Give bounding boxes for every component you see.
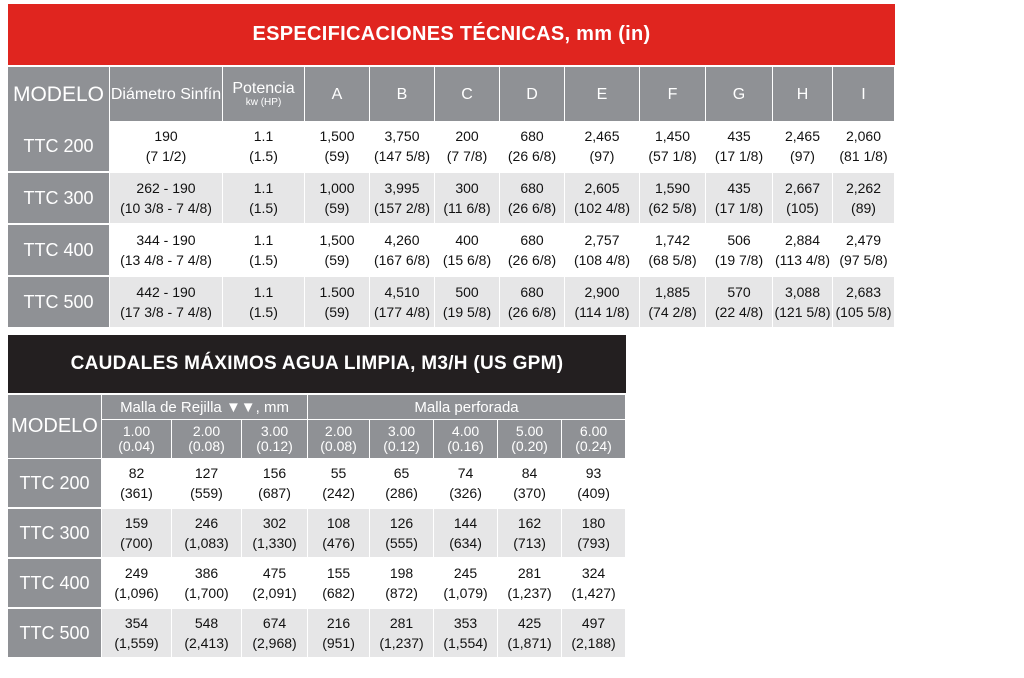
cell-metric-value: 262 - 190 xyxy=(136,180,196,196)
cell-gpm-value: (242) xyxy=(322,485,355,501)
cell-imperial-value: (17 1/8) xyxy=(714,148,764,164)
cell-gpm-value: (1,079) xyxy=(443,585,488,601)
cell-metric-value: 2,465 xyxy=(584,128,620,144)
cell-metric-value: 1.500 xyxy=(319,284,355,300)
cell-gpm-value: (682) xyxy=(322,585,355,601)
cell-m3h-value: 93 xyxy=(585,465,602,481)
cell-m3h-value: 497 xyxy=(581,615,606,631)
flow-row xyxy=(8,459,626,509)
cell-metric-value: 1.1 xyxy=(253,284,274,300)
cell-metric-value: 2,667 xyxy=(784,180,821,196)
cell-imperial-value: (26 6/8) xyxy=(507,200,557,216)
cell-imperial-value: (7 1/2) xyxy=(145,148,187,164)
row-model: TTC 400 xyxy=(8,559,102,609)
cell-col-b xyxy=(370,277,435,329)
cell-flow-rate xyxy=(562,509,626,559)
mesh-size-mm: 3.00 xyxy=(260,423,289,439)
cell-gpm-value: (1,871) xyxy=(507,635,552,651)
row-model: TTC 300 xyxy=(8,173,110,225)
cell-gpm-value: (361) xyxy=(120,485,153,501)
cell-metric-value: 1,500 xyxy=(319,232,355,248)
cell-imperial-value: (68 5/8) xyxy=(648,252,697,268)
cell-imperial-value: (11 6/8) xyxy=(443,200,491,216)
cell-gpm-value: (370) xyxy=(513,485,546,501)
header-mesh-size xyxy=(242,420,308,459)
cell-imperial-value: (13 4/8 - 7 4/8) xyxy=(120,252,212,268)
cell-flow-rate xyxy=(308,559,370,609)
mesh-size-in: (0.08) xyxy=(188,438,225,454)
cell-gpm-value: (793) xyxy=(577,535,610,551)
cell-flow-rate xyxy=(242,559,308,609)
header-diametro-sinfin: Diámetro Sinfín xyxy=(110,67,223,121)
cell-imperial-value: (105 5/8) xyxy=(835,304,892,320)
header-mesh-size xyxy=(434,420,498,459)
cell-gpm-value: (687) xyxy=(258,485,291,501)
cell-diametro xyxy=(110,121,223,173)
cell-imperial-value: (89) xyxy=(851,200,876,216)
cell-metric-value: 3,750 xyxy=(384,128,420,144)
cell-col-b xyxy=(370,173,435,225)
cell-metric-value: 190 xyxy=(154,128,178,144)
flow-row xyxy=(8,509,626,559)
cell-metric-value: 1,500 xyxy=(319,128,355,144)
header-col-h: H xyxy=(773,67,833,121)
cell-metric-value: 680 xyxy=(520,128,544,144)
cell-col-f xyxy=(640,121,706,173)
cell-metric-value: 1,742 xyxy=(654,232,691,248)
mesh-size-in: (0.12) xyxy=(256,438,293,454)
cell-metric-value: 680 xyxy=(520,180,544,196)
cell-imperial-value: (157 2/8) xyxy=(373,200,431,216)
cell-flow-rate xyxy=(498,559,562,609)
cell-imperial-value: (121 5/8) xyxy=(774,304,831,320)
cell-potencia xyxy=(223,173,305,225)
cell-metric-value: 1.1 xyxy=(253,128,274,144)
cell-imperial-value: (1.5) xyxy=(249,304,278,320)
header-mesh-size xyxy=(172,420,242,459)
cell-metric-value: 2,605 xyxy=(584,180,620,196)
row-model: TTC 400 xyxy=(8,225,110,277)
cell-m3h-value: 127 xyxy=(194,465,219,481)
cell-col-e xyxy=(565,173,640,225)
cell-m3h-value: 65 xyxy=(393,465,410,481)
cell-gpm-value: (1,427) xyxy=(571,585,616,601)
cell-gpm-value: (2,413) xyxy=(184,635,229,651)
cell-potencia xyxy=(223,121,305,173)
cell-metric-value: 570 xyxy=(727,284,751,300)
cell-m3h-value: 55 xyxy=(330,465,347,481)
cell-imperial-value: (114 1/8) xyxy=(574,304,630,320)
cell-potencia xyxy=(223,277,305,329)
cell-imperial-value: (59) xyxy=(324,304,350,320)
cell-col-a xyxy=(305,225,370,277)
cell-metric-value: 3,088 xyxy=(784,284,821,300)
cell-imperial-value: (1.5) xyxy=(249,148,278,164)
cell-gpm-value: (409) xyxy=(577,485,610,501)
cell-flow-rate xyxy=(434,559,498,609)
cell-metric-value: 2,884 xyxy=(784,232,821,248)
cell-flow-rate xyxy=(102,559,172,609)
cell-metric-value: 344 - 190 xyxy=(136,232,196,248)
cell-gpm-value: (286) xyxy=(385,485,418,501)
header-malla-rejilla: Malla de Rejilla ▼▼, mm xyxy=(102,395,308,420)
cell-imperial-value: (113 4/8) xyxy=(775,252,830,268)
cell-m3h-value: 216 xyxy=(326,615,351,631)
cell-col-d xyxy=(500,121,565,173)
cell-gpm-value: (326) xyxy=(449,485,482,501)
row-model: TTC 500 xyxy=(8,277,110,329)
cell-col-e xyxy=(565,121,640,173)
cell-gpm-value: (1,237) xyxy=(507,585,552,601)
header-col-i: I xyxy=(833,67,895,121)
cell-col-b xyxy=(370,121,435,173)
cell-metric-value: 442 - 190 xyxy=(136,284,196,300)
cell-m3h-value: 74 xyxy=(457,465,474,481)
header-potencia xyxy=(223,67,305,121)
cell-flow-rate xyxy=(498,609,562,659)
cell-flow-rate xyxy=(434,609,498,659)
cell-m3h-value: 674 xyxy=(262,615,287,631)
cell-flow-rate xyxy=(308,609,370,659)
cell-imperial-value: (108 4/8) xyxy=(573,252,631,268)
cell-imperial-value: (57 1/8) xyxy=(648,148,697,164)
cell-imperial-value: (26 6/8) xyxy=(507,148,557,164)
cell-col-c xyxy=(435,173,500,225)
cell-flow-rate xyxy=(242,609,308,659)
mesh-size-mm: 6.00 xyxy=(579,423,608,439)
cell-gpm-value: (951) xyxy=(322,635,355,651)
cell-col-h xyxy=(773,121,833,173)
cell-col-f xyxy=(640,277,706,329)
cell-gpm-value: (1,237) xyxy=(379,635,424,651)
cell-metric-value: 2,465 xyxy=(784,128,821,144)
mesh-size-mm: 4.00 xyxy=(451,423,480,439)
cell-gpm-value: (1,330) xyxy=(252,535,297,551)
cell-m3h-value: 425 xyxy=(517,615,542,631)
cell-gpm-value: (713) xyxy=(513,535,546,551)
cell-m3h-value: 245 xyxy=(453,565,478,581)
cell-col-c xyxy=(435,277,500,329)
cell-flow-rate xyxy=(308,509,370,559)
mesh-size-mm: 5.00 xyxy=(515,423,544,439)
cell-metric-value: 2,060 xyxy=(845,128,882,144)
cell-col-e xyxy=(565,277,640,329)
header-mesh-size xyxy=(102,420,172,459)
cell-gpm-value: (1,554) xyxy=(443,635,488,651)
cell-m3h-value: 302 xyxy=(262,515,287,531)
cell-metric-value: 680 xyxy=(520,232,544,248)
cell-col-d xyxy=(500,277,565,329)
cell-imperial-value: (81 1/8) xyxy=(839,148,888,164)
cell-col-i xyxy=(833,225,895,277)
cell-metric-value: 2,900 xyxy=(584,284,620,300)
cell-imperial-value: (59) xyxy=(324,200,350,216)
cell-metric-value: 4,260 xyxy=(384,232,420,248)
cell-flow-rate xyxy=(172,459,242,509)
cell-col-d xyxy=(500,173,565,225)
header-col-e: E xyxy=(565,67,640,121)
cell-diametro xyxy=(110,225,223,277)
cell-imperial-value: (147 5/8) xyxy=(373,148,431,164)
cell-gpm-value: (1,700) xyxy=(184,585,229,601)
row-model: TTC 500 xyxy=(8,609,102,659)
cell-metric-value: 200 xyxy=(455,128,479,144)
row-model: TTC 200 xyxy=(8,459,102,509)
spec-row xyxy=(8,277,895,329)
cell-gpm-value: (2,188) xyxy=(571,635,616,651)
mesh-size-mm: 1.00 xyxy=(122,423,151,439)
cell-metric-value: 2,479 xyxy=(845,232,882,248)
cell-metric-value: 500 xyxy=(455,284,479,300)
cell-flow-rate xyxy=(562,459,626,509)
cell-m3h-value: 386 xyxy=(194,565,219,581)
cell-col-g xyxy=(706,277,773,329)
header-malla-perforada: Malla perforada xyxy=(308,395,626,420)
cell-gpm-value: (1,083) xyxy=(184,535,229,551)
cell-col-c xyxy=(435,225,500,277)
cell-col-g xyxy=(706,121,773,173)
cell-metric-value: 1.1 xyxy=(253,180,274,196)
cell-imperial-value: (59) xyxy=(324,252,350,268)
cell-col-f xyxy=(640,173,706,225)
row-model: TTC 200 xyxy=(8,121,110,173)
cell-flow-rate xyxy=(498,509,562,559)
cell-gpm-value: (1,096) xyxy=(114,585,159,601)
cell-gpm-value: (872) xyxy=(385,585,418,601)
cell-metric-value: 400 xyxy=(455,232,479,248)
cell-col-d xyxy=(500,225,565,277)
cell-m3h-value: 249 xyxy=(124,565,149,581)
cell-m3h-value: 156 xyxy=(262,465,287,481)
mesh-size-in: (0.08) xyxy=(320,438,357,454)
cell-metric-value: 4,510 xyxy=(384,284,420,300)
cell-imperial-value: (7 7/8) xyxy=(446,148,488,164)
cell-metric-value: 435 xyxy=(727,128,751,144)
cell-col-g xyxy=(706,173,773,225)
cell-m3h-value: 159 xyxy=(124,515,149,531)
header-col-d: D xyxy=(500,67,565,121)
flow-header-group-row xyxy=(8,395,626,420)
cell-imperial-value: (62 5/8) xyxy=(648,200,697,216)
mesh-size-mm: 2.00 xyxy=(192,423,221,439)
cell-diametro xyxy=(110,277,223,329)
header-modelo: MODELO xyxy=(8,395,102,459)
cell-imperial-value: (19 5/8) xyxy=(442,304,492,320)
header-col-b: B xyxy=(370,67,435,121)
header-col-g: G xyxy=(706,67,773,121)
cell-m3h-value: 353 xyxy=(453,615,478,631)
cell-m3h-value: 126 xyxy=(389,515,414,531)
mesh-size-mm: 2.00 xyxy=(324,423,353,439)
header-potencia-label: Potencia xyxy=(232,79,295,97)
cell-col-i xyxy=(833,277,895,329)
cell-flow-rate xyxy=(370,609,434,659)
spec-table xyxy=(8,67,895,329)
cell-flow-rate xyxy=(370,559,434,609)
flow-row xyxy=(8,609,626,659)
cell-metric-value: 506 xyxy=(727,232,751,248)
mesh-size-in: (0.04) xyxy=(118,438,155,454)
cell-m3h-value: 281 xyxy=(517,565,542,581)
cell-m3h-value: 246 xyxy=(194,515,219,531)
spec-table-title: ESPECIFICACIONES TÉCNICAS, mm (in) xyxy=(8,4,895,65)
cell-flow-rate xyxy=(102,459,172,509)
spec-row xyxy=(8,173,895,225)
cell-col-g xyxy=(706,225,773,277)
cell-flow-rate xyxy=(242,459,308,509)
cell-gpm-value: (1,559) xyxy=(114,635,159,651)
cell-m3h-value: 162 xyxy=(517,515,542,531)
cell-gpm-value: (476) xyxy=(322,535,355,551)
cell-m3h-value: 475 xyxy=(262,565,287,581)
cell-col-h xyxy=(773,277,833,329)
header-col-f: F xyxy=(640,67,706,121)
cell-col-b xyxy=(370,225,435,277)
cell-gpm-value: (700) xyxy=(120,535,153,551)
cell-m3h-value: 108 xyxy=(326,515,351,531)
mesh-size-in: (0.12) xyxy=(383,438,420,454)
cell-col-c xyxy=(435,121,500,173)
cell-metric-value: 2,757 xyxy=(584,232,620,248)
cell-flow-rate xyxy=(242,509,308,559)
cell-metric-value: 435 xyxy=(727,180,751,196)
cell-metric-value: 2,683 xyxy=(845,284,882,300)
cell-imperial-value: (97) xyxy=(589,148,615,164)
cell-metric-value: 1.1 xyxy=(253,232,274,248)
cell-col-a xyxy=(305,277,370,329)
cell-flow-rate xyxy=(172,509,242,559)
spec-row xyxy=(8,121,895,173)
cell-col-i xyxy=(833,173,895,225)
cell-m3h-value: 180 xyxy=(581,515,606,531)
cell-gpm-value: (2,968) xyxy=(252,635,297,651)
header-mesh-size xyxy=(498,420,562,459)
row-model: TTC 300 xyxy=(8,509,102,559)
cell-imperial-value: (1.5) xyxy=(249,252,278,268)
cell-m3h-value: 281 xyxy=(389,615,414,631)
cell-gpm-value: (555) xyxy=(385,535,418,551)
cell-imperial-value: (17 3/8 - 7 4/8) xyxy=(120,304,212,320)
cell-metric-value: 680 xyxy=(520,284,544,300)
cell-col-a xyxy=(305,121,370,173)
cell-flow-rate xyxy=(562,609,626,659)
header-col-a: A xyxy=(305,67,370,121)
header-mesh-size xyxy=(370,420,434,459)
cell-m3h-value: 548 xyxy=(194,615,219,631)
cell-flow-rate xyxy=(434,459,498,509)
header-mesh-size xyxy=(562,420,626,459)
cell-imperial-value: (26 6/8) xyxy=(507,304,557,320)
cell-imperial-value: (15 6/8) xyxy=(442,252,492,268)
cell-flow-rate xyxy=(498,459,562,509)
cell-imperial-value: (105) xyxy=(786,200,819,216)
cell-flow-rate xyxy=(172,559,242,609)
cell-flow-rate xyxy=(102,609,172,659)
cell-m3h-value: 155 xyxy=(326,565,351,581)
cell-col-i xyxy=(833,121,895,173)
cell-flow-rate xyxy=(308,459,370,509)
header-col-c: C xyxy=(435,67,500,121)
cell-imperial-value: (1.5) xyxy=(249,200,278,216)
cell-imperial-value: (102 4/8) xyxy=(573,200,631,216)
cell-flow-rate xyxy=(434,509,498,559)
cell-m3h-value: 198 xyxy=(389,565,414,581)
cell-imperial-value: (22 4/8) xyxy=(714,304,764,320)
cell-col-h xyxy=(773,225,833,277)
cell-m3h-value: 354 xyxy=(124,615,149,631)
cell-metric-value: 300 xyxy=(455,180,479,196)
mesh-size-in: (0.16) xyxy=(447,438,484,454)
mesh-size-mm: 3.00 xyxy=(387,423,416,439)
cell-gpm-value: (559) xyxy=(190,485,223,501)
cell-metric-value: 1,885 xyxy=(654,284,691,300)
flow-table-title: CAUDALES MÁXIMOS AGUA LIMPIA, M3/H (US GPM) xyxy=(8,335,626,393)
cell-col-a xyxy=(305,173,370,225)
cell-imperial-value: (19 7/8) xyxy=(714,252,764,268)
cell-imperial-value: (59) xyxy=(324,148,350,164)
flow-table xyxy=(8,395,626,659)
cell-flow-rate xyxy=(172,609,242,659)
cell-m3h-value: 144 xyxy=(453,515,478,531)
spec-header-row xyxy=(8,67,895,121)
cell-col-f xyxy=(640,225,706,277)
cell-gpm-value: (634) xyxy=(449,535,482,551)
cell-imperial-value: (177 4/8) xyxy=(373,304,431,320)
cell-imperial-value: (26 6/8) xyxy=(507,252,557,268)
cell-metric-value: 2,262 xyxy=(845,180,882,196)
cell-metric-value: 1,590 xyxy=(654,180,691,196)
cell-metric-value: 1,000 xyxy=(319,180,355,196)
cell-potencia xyxy=(223,225,305,277)
mesh-size-in: (0.20) xyxy=(511,438,548,454)
cell-m3h-value: 82 xyxy=(128,465,145,481)
cell-imperial-value: (97) xyxy=(790,148,815,164)
cell-col-e xyxy=(565,225,640,277)
cell-imperial-value: (167 6/8) xyxy=(373,252,431,268)
cell-col-h xyxy=(773,173,833,225)
cell-imperial-value: (97 5/8) xyxy=(839,252,888,268)
cell-flow-rate xyxy=(102,509,172,559)
cell-imperial-value: (74 2/8) xyxy=(648,304,697,320)
cell-diametro xyxy=(110,173,223,225)
header-mesh-size xyxy=(308,420,370,459)
cell-flow-rate xyxy=(562,559,626,609)
cell-flow-rate xyxy=(370,509,434,559)
cell-m3h-value: 324 xyxy=(581,565,606,581)
flow-row xyxy=(8,559,626,609)
cell-gpm-value: (2,091) xyxy=(252,585,297,601)
cell-imperial-value: (10 3/8 - 7 4/8) xyxy=(120,200,212,216)
spec-row xyxy=(8,225,895,277)
header-potencia-unit: kw (HP) xyxy=(245,96,282,108)
header-modelo: MODELO xyxy=(8,67,110,121)
cell-imperial-value: (17 1/8) xyxy=(714,200,764,216)
cell-flow-rate xyxy=(370,459,434,509)
cell-metric-value: 3,995 xyxy=(384,180,420,196)
cell-metric-value: 1,450 xyxy=(654,128,691,144)
mesh-size-in: (0.24) xyxy=(575,438,612,454)
cell-m3h-value: 84 xyxy=(521,465,538,481)
